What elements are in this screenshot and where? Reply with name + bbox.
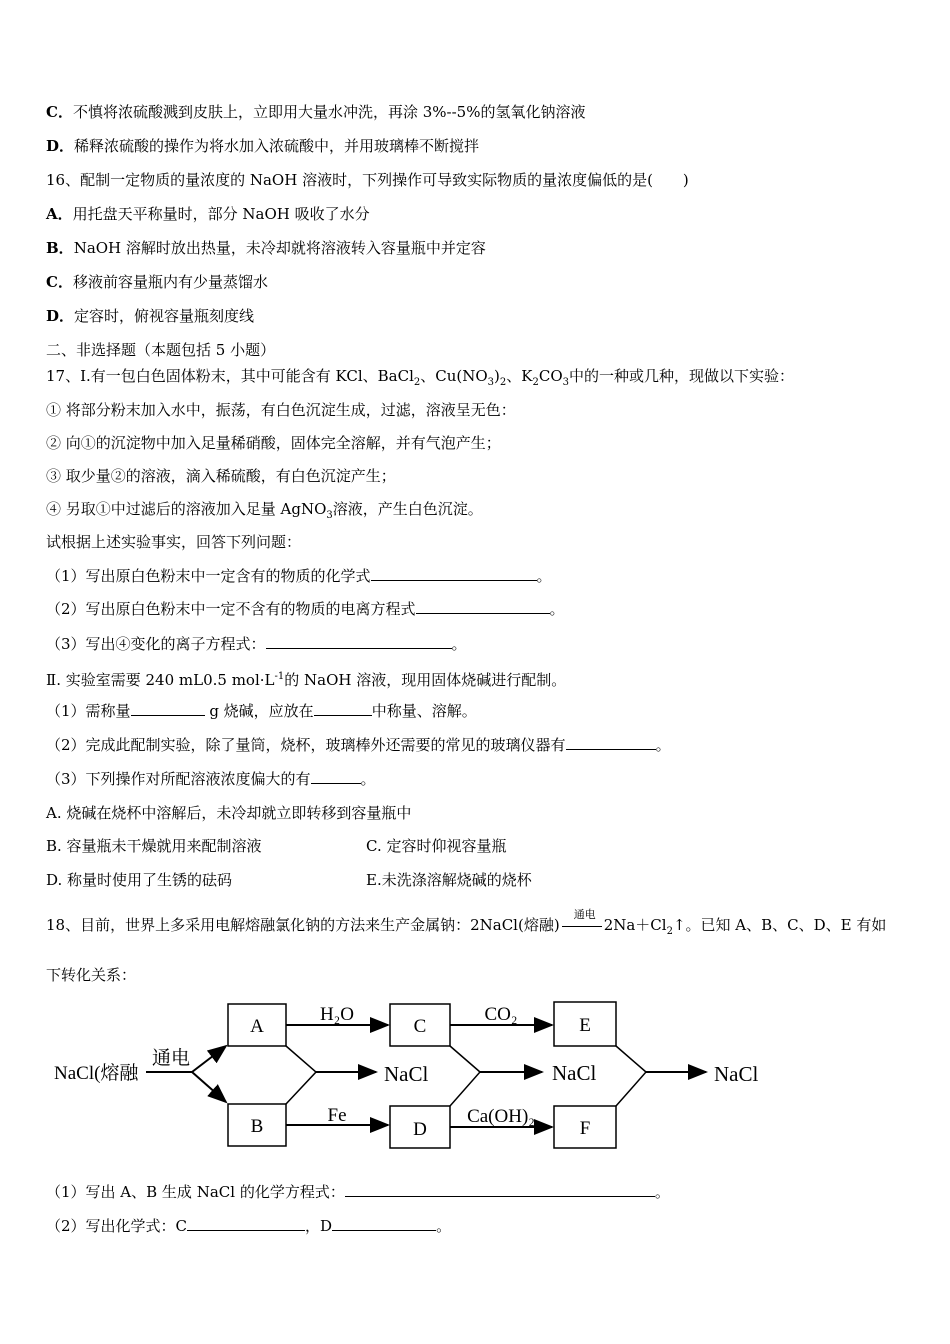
step-part: 溶液，产生白色沉淀。 bbox=[332, 500, 483, 518]
q17-question-2 bbox=[46, 599, 565, 619]
reagent-caoh2: Ca(OH)₂ bbox=[467, 1106, 535, 1127]
answer-blank[interactable] bbox=[566, 735, 656, 750]
q17-option-b: B. 容量瓶未干燥就用来配制溶液 bbox=[46, 837, 262, 855]
question-text: （2）写出原白色粉末中一定不含有的物质的电离方程式 bbox=[46, 600, 416, 618]
question-text: （1）需称量 bbox=[46, 702, 131, 720]
step-part: ④ 另取①中过滤后的溶液加入足量 AgNO bbox=[46, 500, 327, 518]
arrow-to-b bbox=[192, 1072, 226, 1102]
part-text: Ⅱ. 实验室需要 240 mL0.5 mol·L bbox=[46, 671, 275, 689]
reagent-co2: CO₂ bbox=[484, 1004, 518, 1025]
question-text: g 烧碱，应放在 bbox=[204, 702, 314, 720]
answer-blank[interactable] bbox=[131, 701, 205, 716]
question-text: （2）写出化学式：C bbox=[46, 1217, 188, 1235]
conversion-diagram bbox=[46, 998, 786, 1158]
product-nacl-2: NaCl bbox=[552, 1061, 597, 1085]
stem-part: 17、Ⅰ.有一包白色固体粉末，其中可能含有 KCl、BaCl bbox=[46, 367, 414, 385]
merge-ab bbox=[286, 1046, 316, 1104]
subscript: 2 bbox=[666, 926, 673, 937]
source-condition: 通电 bbox=[152, 1048, 191, 1069]
q18-stem bbox=[46, 908, 887, 942]
stem-part: 、Cu(NO bbox=[420, 367, 488, 385]
box-e-label: E bbox=[579, 1015, 591, 1036]
option-label: C． bbox=[46, 273, 73, 291]
stem-part: CO bbox=[538, 367, 563, 385]
q18-question-2 bbox=[46, 1216, 451, 1236]
answer-blank[interactable] bbox=[266, 634, 452, 649]
q15-option-d bbox=[46, 136, 479, 156]
period: 。 bbox=[549, 600, 565, 618]
box-f-label: F bbox=[579, 1118, 591, 1139]
question-text: （2）完成此配制实验，除了量筒，烧杯，玻璃棒外还需要的常见的玻璃仪器有 bbox=[46, 736, 566, 754]
q17-stem bbox=[46, 366, 794, 393]
merge-cd bbox=[450, 1046, 480, 1106]
q17-option-d: D. 称量时使用了生锈的砝码 bbox=[46, 871, 233, 889]
product-nacl-1: NaCl bbox=[384, 1062, 429, 1086]
option-text: 移液前容量瓶内有少量蒸馏水 bbox=[72, 273, 268, 291]
section-heading: 二、非选择题（本题包括 5 小题） bbox=[46, 341, 276, 359]
q15-option-c bbox=[46, 102, 585, 122]
electrolysis-arrow bbox=[560, 908, 604, 935]
question-text: （1）写出 A、B 生成 NaCl 的化学方程式： bbox=[46, 1183, 345, 1201]
q18-stem-2: 下转化关系： bbox=[46, 966, 137, 984]
reagent-h2o: H₂O bbox=[319, 1004, 355, 1025]
stem-part: ↑。已知 A、B、C、D、E 有如 bbox=[672, 916, 887, 934]
option-text: 定容时，俯视容量瓶刻度线 bbox=[74, 307, 255, 325]
q17-part-ii bbox=[46, 667, 566, 690]
question-text: ，D bbox=[305, 1217, 333, 1235]
q18-question-1 bbox=[46, 1182, 670, 1202]
stem-part: ) bbox=[494, 367, 500, 385]
period: 。 bbox=[536, 567, 552, 585]
q16-option-b bbox=[46, 238, 486, 258]
subscript: 3 bbox=[562, 377, 570, 388]
question-text: 中称量、溶解。 bbox=[371, 702, 477, 720]
period: 。 bbox=[360, 770, 376, 788]
product-nacl-3: NaCl bbox=[714, 1062, 759, 1086]
answer-blank[interactable] bbox=[345, 1182, 655, 1197]
period: 。 bbox=[654, 1183, 670, 1201]
stem-part: 18、目前，世界上多采用电解熔融氯化钠的方法来生产金属钠：2NaCl(熔融) bbox=[46, 916, 560, 934]
q17-ii-question-2 bbox=[46, 735, 671, 755]
q17-step-4 bbox=[46, 499, 483, 526]
source-label: NaCl(熔融 bbox=[54, 1063, 139, 1084]
subscript: 2 bbox=[413, 377, 421, 388]
question-text: （3）下列操作对所配溶液浓度偏大的有 bbox=[46, 770, 311, 788]
q16-option-d bbox=[46, 306, 254, 326]
q17-option-e: E.未洗涤溶解烧碱的烧杯 bbox=[366, 871, 532, 889]
option-text: 稀释浓硫酸的操作为将水加入浓硫酸中，并用玻璃棒不断搅拌 bbox=[74, 137, 480, 155]
condition-label: 通电 bbox=[573, 908, 596, 921]
box-b-label: B bbox=[250, 1116, 264, 1137]
reagent-fe: Fe bbox=[327, 1105, 347, 1126]
q17-step-1: ① 将部分粉末加入水中，振荡，有白色沉淀生成，过滤，溶液呈无色： bbox=[46, 401, 516, 419]
q17-option-a: A. 烧碱在烧杯中溶解后，未冷却就立即转移到容量瓶中 bbox=[46, 804, 412, 822]
option-text: 不慎将浓硫酸溅到皮肤上，立即用大量水冲洗，再涂 3%--5%的氢氧化钠溶液 bbox=[72, 103, 586, 121]
option-label: A． bbox=[46, 205, 73, 223]
option-label: B． bbox=[46, 239, 74, 257]
q17-prompt: 试根据上述实验事实，回答下列问题： bbox=[46, 533, 302, 551]
subscript: 3 bbox=[487, 377, 495, 388]
option-text: NaOH 溶解时放出热量，未冷却就将溶液转入容量瓶中并定容 bbox=[73, 239, 486, 257]
superscript: -1 bbox=[274, 671, 285, 682]
period: 。 bbox=[655, 736, 671, 754]
merge-ef bbox=[616, 1046, 646, 1106]
answer-blank-d[interactable] bbox=[332, 1216, 436, 1231]
question-text: （1）写出原白色粉末中一定含有的物质的化学式 bbox=[46, 567, 371, 585]
stem-part: 、K bbox=[506, 367, 533, 385]
answer-blank[interactable] bbox=[371, 566, 537, 581]
part-text: 的 NaOH 溶液，现用固体烧碱进行配制。 bbox=[284, 671, 567, 689]
answer-blank[interactable] bbox=[416, 599, 550, 614]
answer-blank[interactable] bbox=[311, 769, 361, 784]
period: 。 bbox=[436, 1217, 452, 1235]
stem-part: 中的一种或几种，现做以下实验： bbox=[569, 367, 795, 385]
answer-blank-c[interactable] bbox=[187, 1216, 305, 1231]
subscript: 2 bbox=[532, 377, 539, 388]
q17-question-1 bbox=[46, 566, 552, 586]
subscript: 2 bbox=[499, 377, 507, 388]
option-label: D． bbox=[46, 307, 75, 325]
q16-stem: 16、配制一定物质的量浓度的 NaOH 溶液时，下列操作可导致实际物质的量浓度偏低的是( ) bbox=[46, 171, 689, 189]
box-d-label: D bbox=[413, 1119, 427, 1140]
option-label: C． bbox=[46, 103, 73, 121]
q17-step-3: ③ 取少量②的溶液，滴入稀硫酸，有白色沉淀产生； bbox=[46, 467, 396, 485]
q17-step-2: ② 向①的沉淀物中加入足量稀硝酸，固体完全溶解，并有气泡产生； bbox=[46, 434, 501, 452]
answer-blank[interactable] bbox=[314, 701, 372, 716]
equals-bar bbox=[562, 926, 602, 927]
stem-part: 2Na＋Cl bbox=[603, 916, 667, 934]
q17-option-c: C. 定容时仰视容量瓶 bbox=[366, 837, 507, 855]
q17-ii-question-1 bbox=[46, 701, 477, 721]
q16-option-a bbox=[46, 204, 370, 224]
question-text: （3）写出④变化的离子方程式： bbox=[46, 635, 266, 653]
option-label: D． bbox=[46, 137, 75, 155]
period: 。 bbox=[451, 635, 467, 653]
q17-ii-question-3 bbox=[46, 769, 376, 789]
q16-option-c bbox=[46, 272, 268, 292]
box-a-label: A bbox=[250, 1016, 264, 1037]
q17-question-3 bbox=[46, 634, 467, 654]
subscript: 3 bbox=[326, 510, 333, 521]
box-c-label: C bbox=[413, 1016, 427, 1037]
option-text: 用托盘天平称量时，部分 NaOH 吸收了水分 bbox=[72, 205, 370, 223]
arrow-to-a bbox=[192, 1046, 226, 1072]
